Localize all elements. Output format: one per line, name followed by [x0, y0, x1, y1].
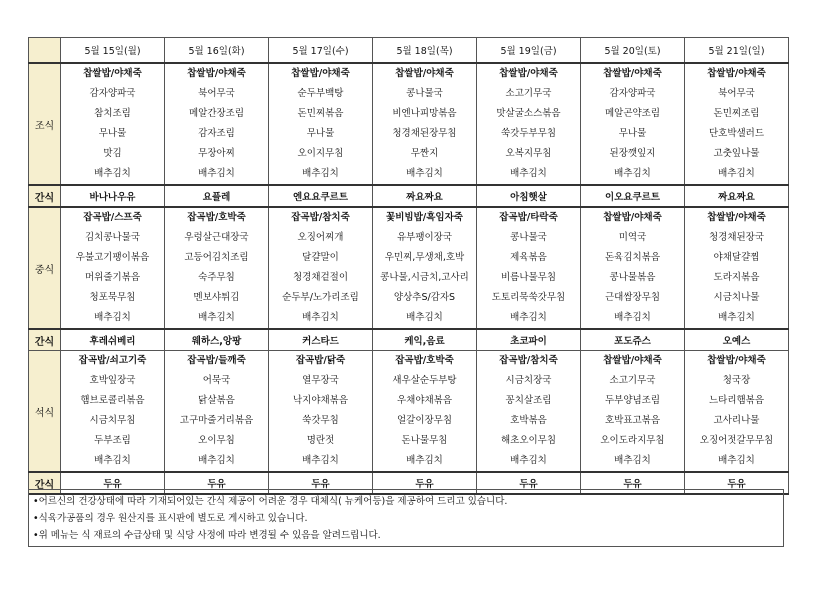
menu-item: 배추김치: [302, 168, 339, 179]
menu-item: 우채야채볶음: [396, 395, 453, 406]
snack-row: [29, 185, 789, 207]
menu-item: 청경채된장국: [708, 232, 765, 243]
menu-main-item: 잡곡밥/타락죽: [499, 212, 558, 223]
menu-item: 두부조림: [94, 435, 131, 446]
menu-main-item: 잡곡밥/참치죽: [499, 355, 558, 366]
meal-cell: [477, 351, 581, 473]
menu-item: 단호박샐러드: [708, 128, 765, 139]
snack-cell: 엔요요쿠르트: [269, 185, 373, 207]
meal-cell: [581, 351, 685, 473]
menu-item: 우렁살근대장국: [184, 232, 249, 243]
note-line: •위 메뉴는 식 재료의 수급상태 및 식당 사정에 따라 변경될 수 있음을 알려드립니다.: [33, 530, 381, 541]
menu-item: 배추김치: [510, 312, 547, 323]
meal-cell: [685, 351, 789, 473]
menu-item: 오이무침: [198, 435, 235, 446]
menu-item: 배추김치: [614, 455, 651, 466]
menu-main-item: 꽃비빔밥/흑임자죽: [386, 212, 463, 223]
menu-item: 돈육김치볶음: [604, 252, 661, 263]
menu-item: 무짠지: [410, 148, 439, 159]
menu-item: 배추김치: [718, 312, 755, 323]
menu-main-item: 잡곡밥/닭죽: [295, 355, 346, 366]
menu-item: 배추김치: [406, 455, 443, 466]
menu-main-item: 잡곡밥/들깨죽: [187, 355, 246, 366]
menu-item: 배추김치: [510, 168, 547, 179]
menu-item: 시금치무침: [89, 415, 136, 426]
snack-cell: 두유: [581, 472, 685, 494]
menu-item: 돈민찌조림: [713, 108, 760, 119]
menu-main-item: 찹쌀밥/야채죽: [707, 355, 766, 366]
menu-item: 쑥갓무침: [302, 415, 339, 426]
menu-item: 고등어김치조림: [184, 252, 249, 263]
menu-item: 머위줄기볶음: [84, 272, 141, 283]
menu-item: 청포묵무침: [89, 292, 136, 303]
menu-item: 배추김치: [614, 312, 651, 323]
meal-cell: [165, 351, 269, 473]
snack-label: 간식: [29, 329, 61, 351]
snack-label: 간식: [29, 185, 61, 207]
menu-item: 콩나물국: [510, 232, 547, 243]
menu-item: 오징어젓갈무무침: [699, 435, 774, 446]
menu-item: 콩나물,시금치,고사리: [380, 272, 469, 283]
menu-item: 근대쌈장무침: [604, 292, 661, 303]
menu-item: 청국장: [722, 375, 751, 386]
menu-item: 우민찌,무생채,호박: [384, 252, 465, 263]
notes-box: [28, 489, 784, 547]
day-header: 5월 16일(화): [165, 38, 269, 64]
menu-item: 콩나물볶음: [609, 272, 656, 283]
day-header: 5월 15일(월): [61, 38, 165, 64]
menu-item: 호박볶음: [510, 415, 547, 426]
menu-item: 두부양념조림: [604, 395, 661, 406]
weekly-menu-table: [28, 37, 789, 495]
menu-main-item: 잡곡밥/호박죽: [395, 355, 454, 366]
menu-main-item: 찹쌀밥/야채죽: [187, 68, 246, 79]
menu-item: 낙지야채볶음: [292, 395, 349, 406]
menu-item: 배추김치: [94, 455, 131, 466]
snack-cell: 요플레: [165, 185, 269, 207]
menu-item: 청경채겉절이: [292, 272, 349, 283]
meal-row: [29, 351, 789, 473]
menu-item: 소고기무국: [609, 375, 656, 386]
menu-item: 메알곤약조림: [604, 108, 661, 119]
menu-item: 콩나물국: [406, 88, 443, 99]
menu-item: 무나물: [618, 128, 647, 139]
snack-cell: 케익,음료: [373, 329, 477, 351]
meal-cell: [373, 351, 477, 473]
meal-cell: [477, 207, 581, 329]
header-corner: [29, 38, 61, 64]
menu-item: 미역국: [618, 232, 647, 243]
menu-main-item: 찹쌀밥/야채죽: [499, 68, 558, 79]
menu-item: 호박표고볶음: [604, 415, 661, 426]
menu-item: 닭살볶음: [198, 395, 235, 406]
menu-item: 된장깻잎지: [609, 148, 656, 159]
day-header: 5월 18일(목): [373, 38, 477, 64]
menu-item: 비엔나피망볶음: [392, 108, 457, 119]
menu-item: 배추김치: [94, 168, 131, 179]
menu-item: 무장아찌: [198, 148, 235, 159]
menu-item: 순두부백탕: [297, 88, 344, 99]
snack-cell: 포도쥬스: [581, 329, 685, 351]
meal-cell: [61, 351, 165, 473]
menu-item: 무나물: [306, 128, 335, 139]
snack-row: [29, 329, 789, 351]
menu-item: 새우살순두부탕: [392, 375, 457, 386]
menu-item: 양상추S/감자S: [393, 292, 456, 303]
menu-item: 오이지무침: [297, 148, 344, 159]
menu-item: 쑥갓두부무침: [500, 128, 557, 139]
meal-cell: [269, 63, 373, 185]
menu-body: [29, 63, 789, 494]
meal-row: [29, 63, 789, 185]
menu-item: 오이도라지무침: [600, 435, 665, 446]
meal-cell: [477, 63, 581, 185]
menu-item: 얼갈이장무침: [396, 415, 453, 426]
menu-item: 꽁치살조림: [505, 395, 552, 406]
snack-cell: 초코파이: [477, 329, 581, 351]
snack-cell: 짜요짜요: [373, 185, 477, 207]
menu-item: 배추김치: [718, 168, 755, 179]
meal-cell: [61, 207, 165, 329]
day-header: 5월 19일(금): [477, 38, 581, 64]
menu-main-item: 잡곡밥/쇠고기죽: [78, 355, 147, 366]
menu-item: 북어무국: [198, 88, 235, 99]
menu-item: 야채달걀찜: [713, 252, 760, 263]
snack-cell: 웨하스,앙팡: [165, 329, 269, 351]
menu-main-item: 잡곡밥/스프죽: [83, 212, 142, 223]
menu-item: 배추김치: [510, 455, 547, 466]
menu-item: 우불고기팽이볶음: [75, 252, 150, 263]
menu-item: 감자조림: [198, 128, 235, 139]
menu-main-item: 찹쌀밥/야채죽: [603, 212, 662, 223]
menu-item: 북어무국: [718, 88, 755, 99]
menu-item: 오복지무침: [505, 148, 552, 159]
menu-item: 돈나물무침: [401, 435, 448, 446]
menu-item: 명란젓: [306, 435, 335, 446]
day-header: 5월 17일(수): [269, 38, 373, 64]
menu-item: 숙주무침: [198, 272, 235, 283]
meal-cell: [165, 63, 269, 185]
menu-item: 배추김치: [302, 455, 339, 466]
menu-item: 감자양파국: [89, 88, 136, 99]
menu-item: 시금치장국: [505, 375, 552, 386]
menu-item: 고춧잎나물: [713, 148, 760, 159]
menu-item: 열무장국: [302, 375, 339, 386]
menu-main-item: 찹쌀밥/야채죽: [707, 212, 766, 223]
menu-main-item: 찹쌀밥/야채죽: [395, 68, 454, 79]
menu-item: 소고기무국: [505, 88, 552, 99]
snack-cell: 두유: [477, 472, 581, 494]
snack-cell: 이오요쿠르트: [581, 185, 685, 207]
menu-item: 배추김치: [302, 312, 339, 323]
menu-item: 어묵국: [202, 375, 231, 386]
menu-item: 도라지볶음: [713, 272, 760, 283]
menu-item: 배추김치: [718, 455, 755, 466]
menu-item: 멘보샤튀김: [193, 292, 240, 303]
menu-item: 무나물: [98, 128, 127, 139]
note-line: •식육가공품의 경우 원산지를 표시판에 별도로 게시하고 있습니다.: [33, 513, 308, 524]
menu-item: 청경채된장무침: [392, 128, 457, 139]
menu-item: 배추김치: [198, 168, 235, 179]
meal-label: 조식: [29, 63, 61, 185]
meal-cell: [581, 207, 685, 329]
snack-label: 간식: [29, 472, 61, 494]
menu-item: 햄브로콜리볶음: [80, 395, 145, 406]
meal-cell: [685, 207, 789, 329]
meal-cell: [165, 207, 269, 329]
meal-cell: [373, 207, 477, 329]
menu-item: 메알간장조림: [188, 108, 245, 119]
menu-item: 배추김치: [406, 168, 443, 179]
meal-cell: [581, 63, 685, 185]
meal-row: [29, 207, 789, 329]
snack-cell: 오예스: [685, 329, 789, 351]
menu-item: 달걀말이: [302, 252, 339, 263]
snack-cell: 바나나우유: [61, 185, 165, 207]
snack-cell: 짜요짜요: [685, 185, 789, 207]
menu-main-item: 찹쌀밥/야채죽: [707, 68, 766, 79]
menu-item: 해초오이무침: [500, 435, 557, 446]
menu-item: 유부팽이장국: [396, 232, 453, 243]
menu-item: 시금치나물: [713, 292, 760, 303]
day-header: 5월 20일(토): [581, 38, 685, 64]
menu-item: 도토리묵쑥갓무침: [491, 292, 566, 303]
menu-item: 맛살굴소스볶음: [496, 108, 561, 119]
menu-main-item: 찹쌀밥/야채죽: [291, 68, 350, 79]
menu-item: 호박잎장국: [89, 375, 136, 386]
menu-main-item: 찹쌀밥/야채죽: [83, 68, 142, 79]
snack-cell: 두유: [165, 472, 269, 494]
menu-item: 고사리나물: [713, 415, 760, 426]
note-line: •어르신의 건강상태에 따라 기재되어있는 간식 제공이 어려운 경우 대체식( 뉴케어등)을 제공하여 드리고 있습니다.: [33, 496, 508, 507]
menu-main-item: 잡곡밥/참치죽: [291, 212, 350, 223]
menu-item: 배추김치: [198, 455, 235, 466]
menu-item: 참치조림: [94, 108, 131, 119]
meal-cell: [61, 63, 165, 185]
menu-main-item: 찹쌀밥/야채죽: [603, 355, 662, 366]
menu-item: 제육볶음: [510, 252, 547, 263]
menu-item: 고구마줄거리볶음: [179, 415, 254, 426]
menu-item: 배추김치: [614, 168, 651, 179]
snack-cell: 후레쉬베리: [61, 329, 165, 351]
meal-cell: [269, 351, 373, 473]
meal-label: 석식: [29, 351, 61, 473]
snack-cell: 두유: [373, 472, 477, 494]
snack-cell: 두유: [685, 472, 789, 494]
menu-item: 배추김치: [198, 312, 235, 323]
menu-item: 느타리햄볶음: [708, 395, 765, 406]
menu-item: 김치콩나물국: [84, 232, 141, 243]
snack-cell: 두유: [61, 472, 165, 494]
menu-item: 배추김치: [94, 312, 131, 323]
day-header: 5월 21일(일): [685, 38, 789, 64]
menu-item: 돈민찌볶음: [297, 108, 344, 119]
meal-label: 중식: [29, 207, 61, 329]
meal-cell: [685, 63, 789, 185]
menu-item: 감자양파국: [609, 88, 656, 99]
menu-item: 맛김: [103, 148, 122, 159]
meal-cell: [269, 207, 373, 329]
meal-cell: [373, 63, 477, 185]
menu-main-item: 찹쌀밥/야채죽: [603, 68, 662, 79]
menu-main-item: 잡곡밥/호박죽: [187, 212, 246, 223]
menu-item: 배추김치: [406, 312, 443, 323]
menu-item: 오징어찌개: [297, 232, 344, 243]
header-row: [29, 38, 789, 64]
snack-cell: 아침햇살: [477, 185, 581, 207]
menu-item: 비름나물무침: [500, 272, 557, 283]
snack-cell: 두유: [269, 472, 373, 494]
snack-cell: 커스타드: [269, 329, 373, 351]
menu-item: 순두부/노가리조림: [282, 292, 359, 303]
